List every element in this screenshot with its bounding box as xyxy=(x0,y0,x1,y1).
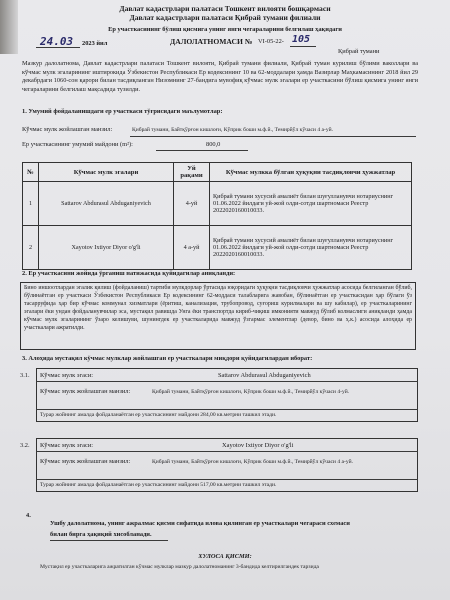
row-owner: Xayotov Ixtiyor Diyor o'g'li xyxy=(39,226,174,270)
owners-table-header xyxy=(23,163,412,182)
row-house: 4-уй xyxy=(174,182,210,226)
part-3-2-number: 3.2. xyxy=(20,442,30,449)
header-line-1: Давлат кадастрлари палатаси Тошкент вилояти бошқармаси xyxy=(119,4,331,13)
part-3-1-owner-value: Sattarov Abdurasul Abduganiyevich xyxy=(218,372,311,379)
section-1-area-value: 800,0 xyxy=(206,141,221,148)
divider xyxy=(36,381,418,382)
part-3-2-address-value: Қибрай тумани, Байтқўрғон кишлоғи, Кўприк боши м.ф.й., Темирйўл кўчаси 4 а-уй. xyxy=(152,459,354,465)
part-3-1-area-text: Турар жойнинг амалда фойдаланаётган ер участкасининг майдони 284,00 кв.метрни ташкил этади. xyxy=(40,412,277,418)
divider xyxy=(36,409,418,410)
part-3-2-area-text: Турар жойнинг амалда фойдаланаётган ер участкасининг майдони 517,00 кв.метрни ташкил этади. xyxy=(40,482,277,488)
table-row xyxy=(23,226,412,270)
row-owner: Sattarov Abdurasul Abduganiyevich xyxy=(39,182,174,226)
section-4-underline xyxy=(50,540,168,541)
part-3-1-number: 3.1. xyxy=(20,372,30,379)
date-year: 2023 йил xyxy=(82,40,108,47)
document-number: VI-05-22- xyxy=(258,38,284,45)
conclusion-title: ХУЛОСА ҚИСМИ: xyxy=(198,553,252,560)
part-3-2-owner-label: Кўчмас мулк эгаси: xyxy=(40,442,94,449)
part-3-1-address-label: Кўчмас мулк жойлашган манзил: xyxy=(40,388,131,395)
section-1-address-value: Қибрай тумани, Байтқўрғон кишлоғи, Кўприк боши м.ф.й., Темирйўл кўчаси 4 а-уй. xyxy=(132,127,334,133)
section-2-text: Бино иншоотлардан эгалик қилиш (фойдаланиш) тартиби мулкдорлар ўртасида юқоридаги ҳуқуқни тасдиқловчи ҳужжатлар асосида белгиланган бўлиб, бўлинаётган ер участкаси Ўзбекистон Республикаси Ер кодексининг 62-моддаси талабларига жавобан, бўлинаётган ер участкасидан ҳар бўлаги ўз тасарруфида ҳар бир кўчмас коммунал хизматлари (ёритиш, канализация, трубопровод, суғориш курилмалари ва шу кабилар), ер участкаларининг эгалари ёки ундан фойдаланувчилар эса, мустақил равишда Унга ёки транспортда кириб-чиқиш имконияти мавжуд бўлиб колмаслиги аниқланди ҳамда кўчмас мулк эгаларининг ўзаро келишуви, шунингдек ер участкаларида мавжуд ўзгармас элементлар (девор, бино ва ҳ.к.) асосида алоҳида ер участкалари ажратилди. xyxy=(24,285,412,332)
header-owners: Кўчмас мулк эгалари xyxy=(39,163,174,182)
header-line-3: Ер участкасининг бўлиш қисмига унинг янги чегараларини белгилаш ҳақидаги xyxy=(108,26,342,33)
part-3-2-owner-value: Xayotov Ixtiyor Diyor o'g'li xyxy=(222,442,294,449)
date-underline xyxy=(36,47,80,48)
section-2-box xyxy=(20,282,416,350)
part-3-1-address-value: Қибрай тумани, Байтқўрғон кишлоғи, Кўприк боши м.ф.й., Темирйўл кўчаси 4-уй. xyxy=(152,389,350,395)
divider xyxy=(36,451,418,452)
handwritten-date: 24.03 xyxy=(40,35,74,48)
row-number: 2 xyxy=(23,226,39,270)
header-house: Уй рақами xyxy=(174,163,210,182)
row-number: 1 xyxy=(23,182,39,226)
section-1-address-label: Кўчмас мулк жойлашган манзил: xyxy=(22,126,113,133)
owners-table xyxy=(22,162,412,270)
intro-paragraph: Мазкур далолатнома, Давлат кадастрлари палатаси Тошкент вилояти, Қибрай тумани филиали, Қибрай туман курилиш бўлими ваколлари ва кўчмас мулк эгаларининг иштирокида Ўзбекистон Республикаси Ер кодексининг 10 ва 62-моддалари ҳамда Вазирлар Маҳкамасининг 2018 йил 29 декабрдаги 1060-сон қарори билан тасдиқланган Низомнинг 27-бандига мувофиқ кўчмас мулк эгалари ер участкасини бўлиш қисмига унинг янги чегараларини белгилаш мақсадида тузилди. xyxy=(22,60,418,93)
area-underline xyxy=(156,150,248,151)
section-4-line-1: Ушбу далолатнома, унинг ажралмас қисми сифатида илова қилинган ер участкалари чегараси схемаси xyxy=(50,520,350,527)
number-underline xyxy=(290,46,316,47)
district-name: Қибрай тумани xyxy=(338,48,380,55)
header-number: № xyxy=(23,163,39,182)
section-4-number: 4. xyxy=(26,512,31,519)
handwritten-number: 105 xyxy=(292,34,311,45)
section-2-title: 2. Ер участкасини жойида ўрганиш натижасида қуйидагилар аниқланди: xyxy=(22,270,236,277)
header-documents: Кўчмас мулкка бўлган ҳуқуқни тасдиқловчи ҳужжатлар xyxy=(210,163,412,182)
section-1-area-label: Ер участкасининг умумий майдони (m²): xyxy=(22,141,133,148)
conclusion-text: Мустақил ер участкаларига ажратилган кўчмас мулклар мазкур далолатноманинг 3-бандида келтирилгандек тарзида xyxy=(40,564,319,570)
section-1-title: 1. Умумий фойдаланишдаги ер участкаси тўғрисидаги маълумотлар: xyxy=(22,108,223,115)
header-line-2: Давлат кадастрлари палатаси Қибрай тумани филиали xyxy=(129,13,321,22)
row-document: Қибрай тумани хусусий амалиёт билан шуғулланувчи нотариуснинг 01.06.2022 йилдаги уй-жой олди-сотди шартномаси Реестр 2022020160010033. xyxy=(210,226,412,270)
document-title: ДАЛОЛАТНОМАСИ № xyxy=(170,37,253,46)
section-4-line-2: билан бирга ҳақиқий хисобланади. xyxy=(50,531,152,538)
row-house: 4 а-уй xyxy=(174,226,210,270)
table-row xyxy=(23,182,412,226)
part-3-1-owner-label: Кўчмас мулк эгаси: xyxy=(40,372,94,379)
row-document: Қибрай тумани хусусий амалиёт билан шуғулланувчи нотариуснинг 01.06.2022 йилдаги уй-жой олди-сотди шартномаси Реестр 2022020160010033. xyxy=(210,182,412,226)
part-3-2-address-label: Кўчмас мулк жойлашган манзил: xyxy=(40,458,131,465)
address-underline xyxy=(130,136,416,137)
divider xyxy=(36,479,418,480)
section-3-title: 3. Алоҳида мустақил кўчмас мулклар жойлашган ер участкалари миқдори қуйидагилардан иборат: xyxy=(22,355,313,362)
